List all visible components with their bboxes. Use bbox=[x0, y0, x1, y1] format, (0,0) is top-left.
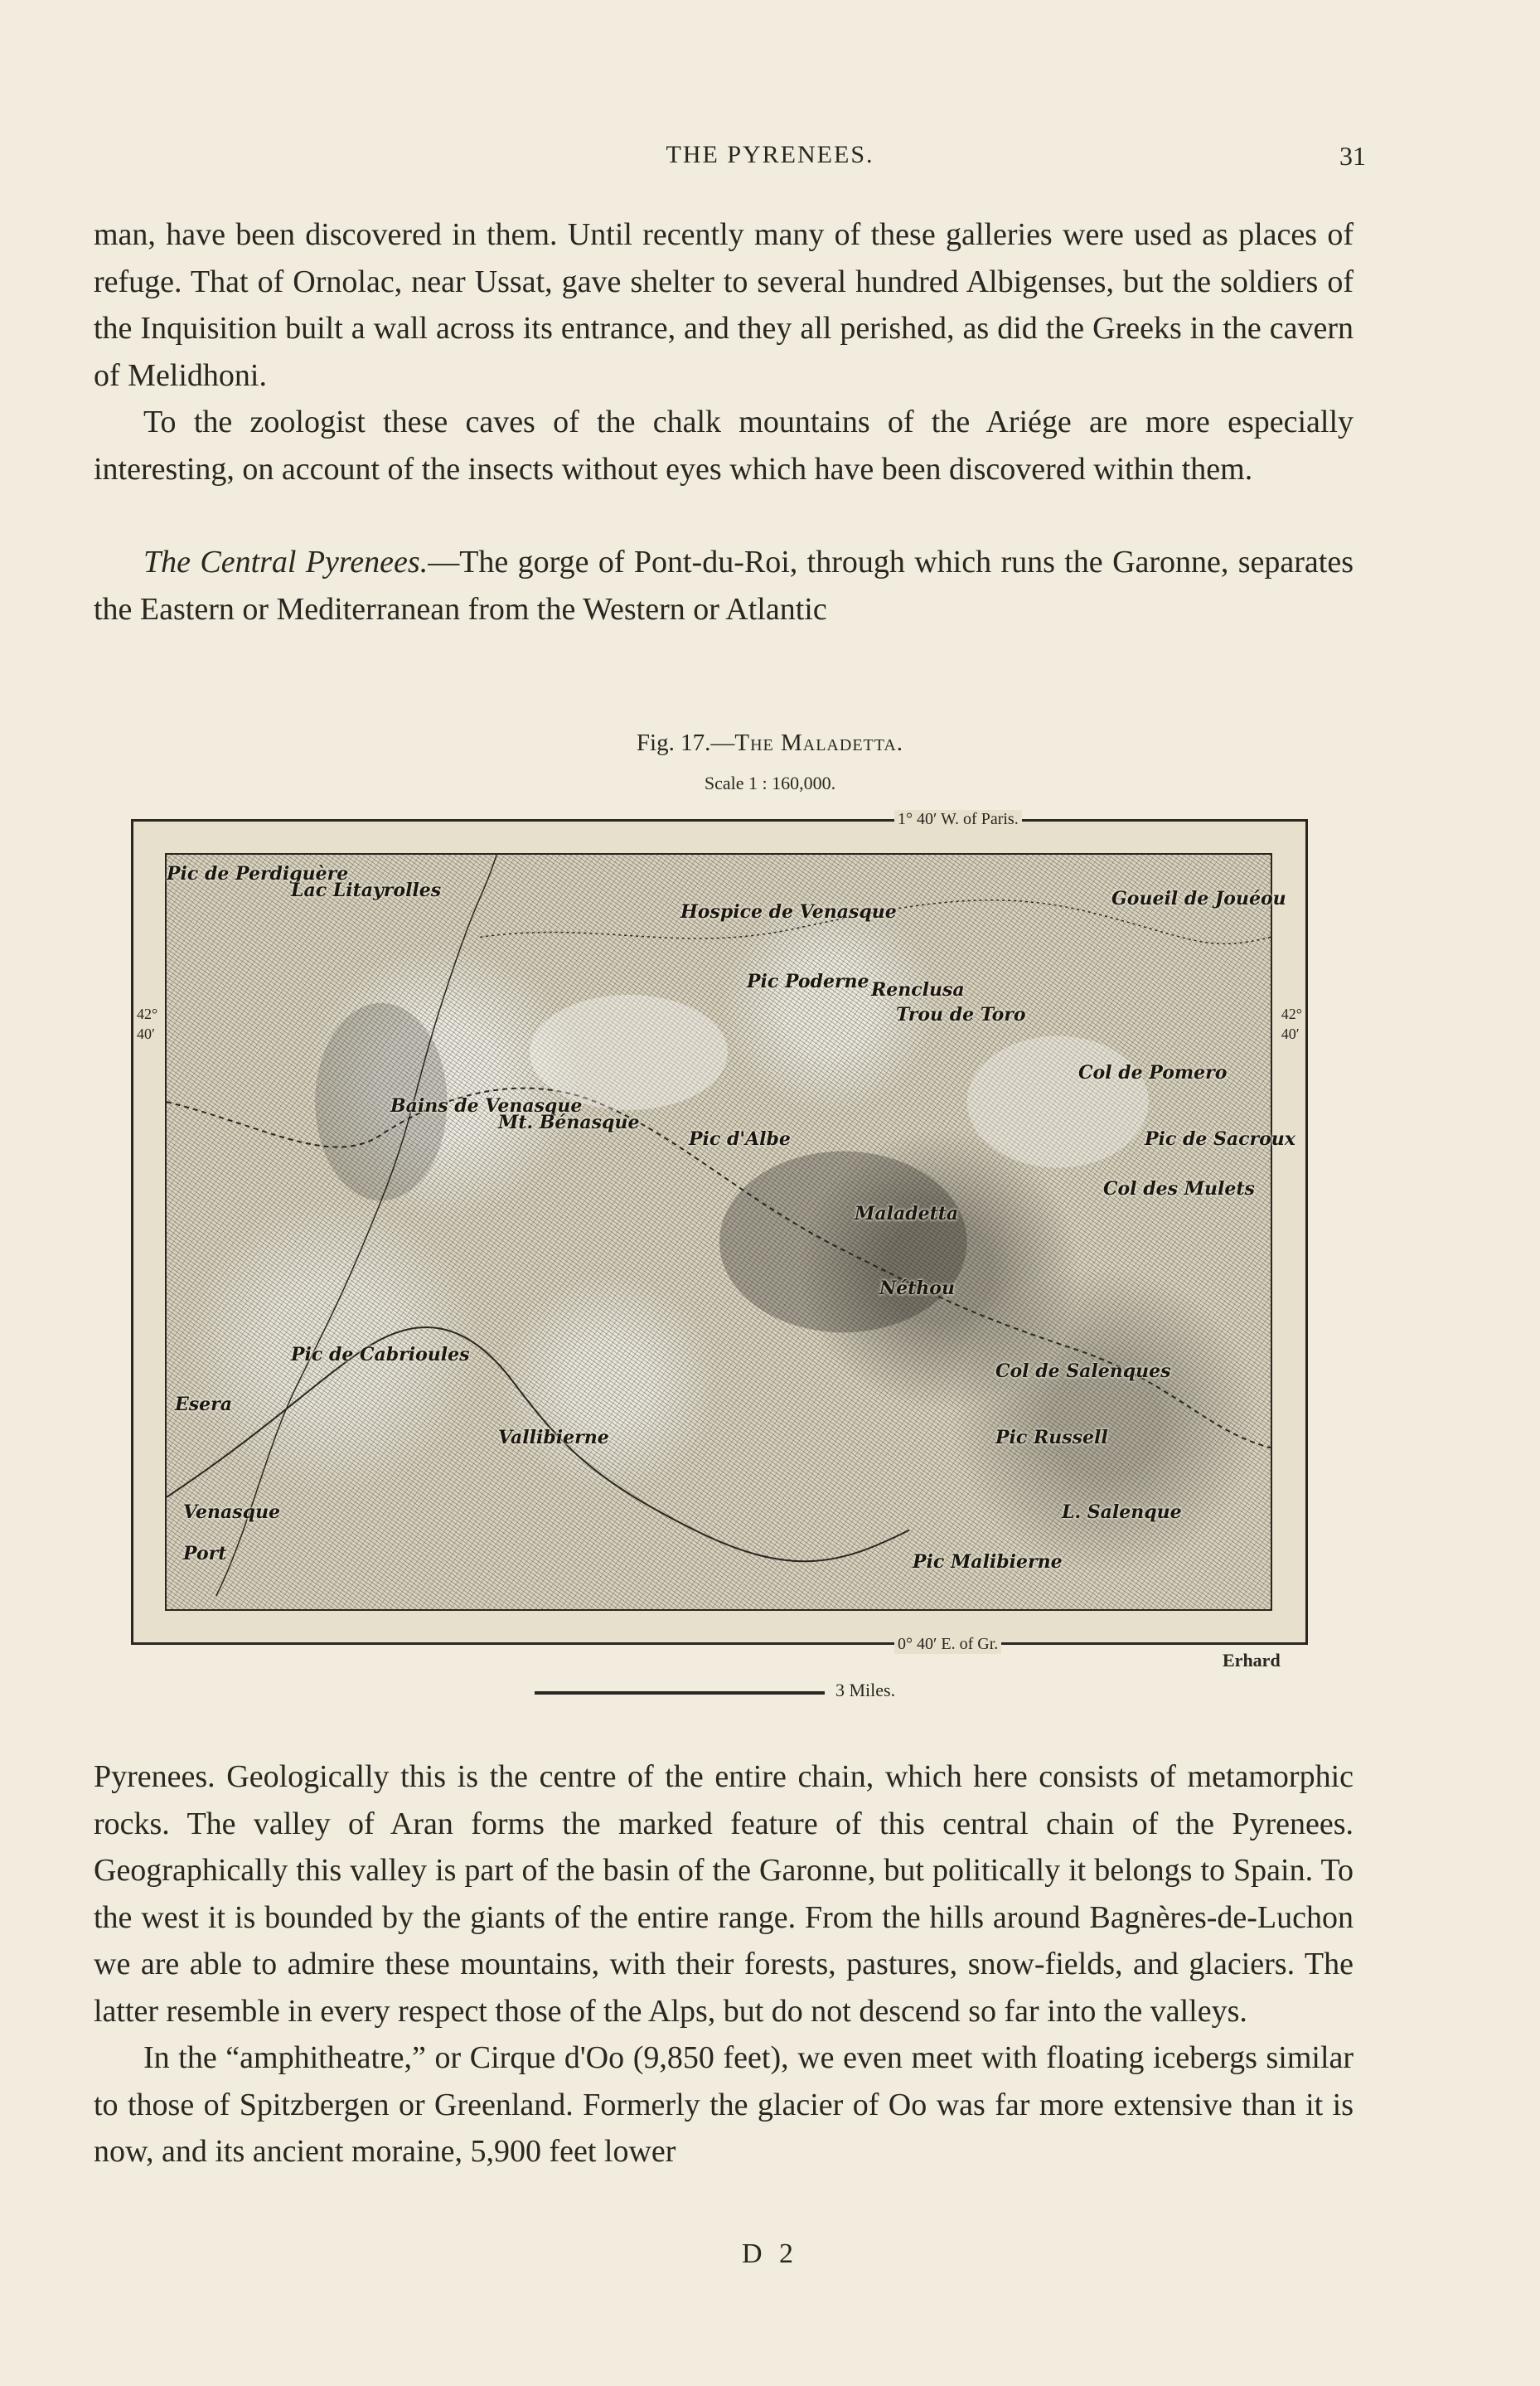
place-label: Goueil de Jouéou bbox=[1111, 888, 1286, 909]
massif-shading bbox=[719, 1152, 967, 1333]
text-line: Garonne, separates the Eastern or Mediterranean from the Western or Atlantic bbox=[94, 545, 1354, 627]
text-line: In the “amphitheatre,” or Cirque d'Oo (9,850 feet), we even meet with floating bbox=[143, 2040, 1145, 2075]
text-line: entrance, and they all perished, as did the Greeks in the cavern of Melidhoni. bbox=[94, 311, 1354, 393]
place-label: Renclusa bbox=[871, 979, 965, 1001]
text-line: Garonne, but politically it belongs to Spain. To the west it is bounded by the bbox=[94, 1853, 1354, 1935]
figure-scale: Scale 1 : 160,000. bbox=[704, 773, 836, 793]
text-line: especially interesting, on account of the insects without eyes which have been bbox=[94, 405, 1354, 487]
engraver-credit: Erhard bbox=[1223, 1650, 1281, 1671]
text-line: of metamorphic rocks. The valley of Aran forms the marked feature of this central bbox=[94, 1759, 1354, 1841]
text-line: To the zoologist these caves of the chalk mountains of the Ariége are more bbox=[143, 405, 1210, 439]
glacier-shading bbox=[967, 1036, 1149, 1168]
text-line: into the valleys. bbox=[1047, 1993, 1247, 2029]
map-figure bbox=[131, 810, 1308, 1653]
latitude-minutes: 40′ bbox=[137, 1026, 155, 1042]
figure-caption bbox=[0, 730, 1540, 757]
place-label: Lac Litayrolles bbox=[291, 880, 442, 901]
place-label: Trou de Toro bbox=[896, 1004, 1026, 1026]
text-line: giants of the entire range. From the hills around Bagnères-de-Luchon we are able bbox=[94, 1899, 1354, 1981]
text-line: discovered within them. bbox=[949, 451, 1253, 487]
top-edge-label: 1° 40′ W. of Paris. bbox=[894, 810, 1022, 829]
paragraph-geology bbox=[94, 1753, 1354, 2034]
text-line: man, have been discovered in them. Until recently many of these galleries were bbox=[94, 217, 1124, 252]
place-label: Pic Malibierne bbox=[913, 1551, 1063, 1573]
left-latitude-label bbox=[137, 1004, 157, 1044]
place-label: Pic Poderne bbox=[747, 971, 869, 992]
place-label: Néthou bbox=[879, 1278, 955, 1299]
place-label: Pic de Sacroux bbox=[1145, 1128, 1295, 1150]
paragraph-zoologist bbox=[94, 399, 1354, 492]
glacier-shading bbox=[530, 995, 728, 1110]
running-head bbox=[0, 141, 1540, 174]
right-latitude-label bbox=[1281, 1004, 1302, 1044]
river-line bbox=[216, 855, 496, 1596]
text-line: was far more extensive than it is now, and its ancient moraine, 5,900 feet lower bbox=[94, 2087, 1354, 2169]
place-label: Col des Mulets bbox=[1103, 1178, 1255, 1200]
place-label: Hospice de Venasque bbox=[680, 901, 897, 923]
place-label: Venasque bbox=[183, 1501, 281, 1523]
place-label: Pic de Perdiguère bbox=[167, 863, 349, 885]
text-line: icebergs similar to those of Spitzbergen or Greenland. Formerly the glacier of Oo bbox=[94, 2040, 1354, 2122]
place-label: Maladetta bbox=[855, 1203, 959, 1225]
text-line: chain of the Pyrenees. Geographically this valley is part of the basin of the bbox=[94, 1806, 1354, 1888]
top-text bbox=[94, 211, 1354, 633]
place-label: L. Salenque bbox=[1062, 1501, 1182, 1523]
paragraph-central-pyrenees bbox=[94, 539, 1354, 633]
place-label: Vallibierne bbox=[498, 1427, 609, 1448]
latitude-degrees: 42° bbox=[1281, 1006, 1302, 1022]
running-title: THE PYRENEES. bbox=[666, 141, 874, 168]
paragraph-caves bbox=[94, 211, 1354, 399]
text-line: The latter resemble in every respect those of the Alps, but do not descend so far bbox=[94, 1947, 1354, 2029]
map-linework bbox=[167, 855, 1271, 1609]
bottom-edge-label: 0° 40′ E. of Gr. bbox=[894, 1635, 1001, 1654]
text-line: Pyrenees. Geologically this is the centre of the entire chain, which here consists bbox=[94, 1759, 1139, 1794]
text-line: used as places of refuge. That of Ornolac, near Ussat, gave shelter to several bbox=[94, 217, 1354, 299]
place-label: Bains de Venasque bbox=[390, 1095, 583, 1117]
bottom-text bbox=[94, 1753, 1354, 2175]
figure-number: Fig. 17.— bbox=[636, 730, 735, 756]
paragraph-cirque bbox=[94, 2034, 1354, 2175]
latitude-degrees: 42° bbox=[137, 1006, 158, 1022]
scale-bar-label: 3 Miles. bbox=[835, 1680, 896, 1700]
text-line: —The gorge of Pont-du-Roi, through which runs the bbox=[428, 545, 1103, 580]
place-label: Mt. Bénasque bbox=[498, 1112, 640, 1133]
figure-title: The Maladetta. bbox=[734, 730, 904, 756]
page-number: 31 bbox=[1339, 141, 1366, 171]
text-line: hundred Albigenses, but the soldiers of the Inquisition built a wall across its bbox=[94, 264, 1354, 346]
place-label: Pic Russell bbox=[995, 1427, 1108, 1448]
place-label: Pic de Cabrioules bbox=[291, 1344, 470, 1365]
place-label: Col de Pomero bbox=[1078, 1062, 1228, 1084]
signature-mark: D 2 bbox=[741, 2238, 799, 2269]
place-label: Esera bbox=[175, 1394, 232, 1415]
place-label: Pic d'Albe bbox=[689, 1128, 791, 1150]
place-label: Col de Salenques bbox=[995, 1360, 1171, 1382]
place-label: Port bbox=[183, 1543, 227, 1564]
scale-bar bbox=[535, 1691, 825, 1695]
text-line: to admire these mountains, with their forests, pastures, snow-fields, and glaciers. bbox=[252, 1947, 1295, 1981]
section-heading: The Central Pyrenees. bbox=[143, 545, 429, 580]
latitude-minutes: 40′ bbox=[1281, 1026, 1300, 1042]
